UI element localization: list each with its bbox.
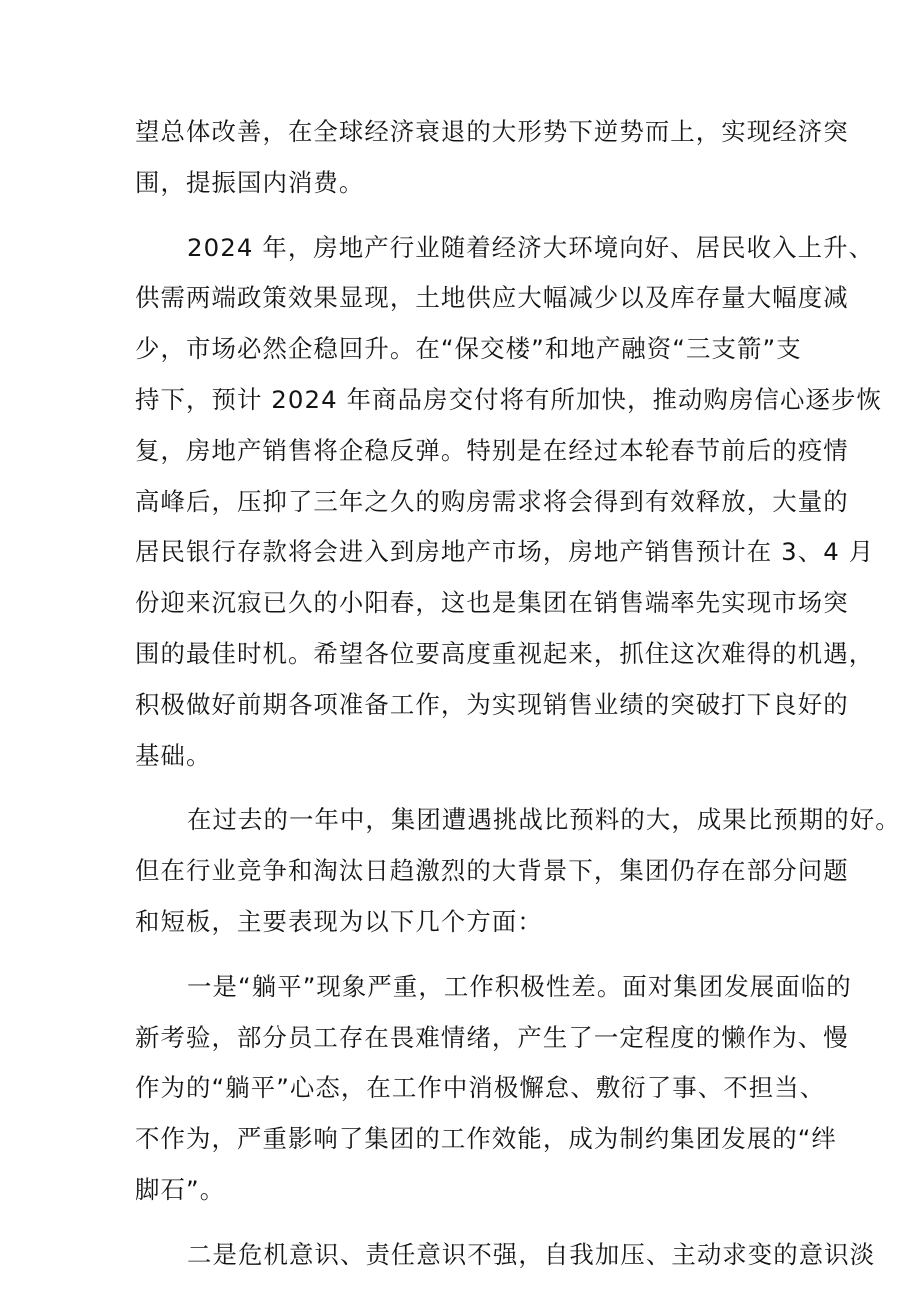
text-line: 围的最佳时机。希望各位要高度重视起来，抓住这次难得的机遇， xyxy=(135,638,875,668)
text-line: 围，提振国内消费。 xyxy=(135,167,365,197)
paragraph xyxy=(135,795,901,947)
text-line: 份迎来沉寂已久的小阳春，这也是集团在销售端率先实现市场突 xyxy=(135,588,849,618)
text-line: 基础。 xyxy=(135,740,212,770)
text-line: 在过去的一年中，集团遭遇挑战比预料的大，成果比预期的好。 xyxy=(187,805,901,835)
document-body xyxy=(135,107,901,1281)
paragraph xyxy=(135,1230,876,1281)
text-line: 供需两端政策效果显现，土地供应大幅减少以及库存量大幅度减 xyxy=(135,283,849,313)
paragraph xyxy=(135,223,882,782)
text-line: 新考验，部分员工存在畏难情绪，产生了一定程度的懒作为、慢 xyxy=(135,1022,849,1052)
paragraph xyxy=(135,107,849,209)
text-line: 复，房地产销售将企稳反弹。特别是在经过本轮春节前后的疫情 xyxy=(135,435,849,465)
text-line: 二是危机意识、责任意识不强，自我加压、主动求变的意识淡 xyxy=(187,1239,876,1269)
text-line: 和短板，主要表现为以下几个方面： xyxy=(135,906,543,936)
text-line: 作为的“躺平”心态，在工作中消极懈怠、敷衍了事、不担当、 xyxy=(135,1073,826,1103)
text-line: 持下，预计 2024 年商品房交付将有所加快，推动购房信心逐步恢 xyxy=(135,384,882,414)
paragraph xyxy=(135,962,852,1216)
text-line: 脚石”。 xyxy=(135,1174,226,1204)
text-line: 不作为，严重影响了集团的工作效能，成为制约集团发展的“绊 xyxy=(135,1124,837,1154)
text-line: 高峰后，压抑了三年之久的购房需求将会得到有效释放，大量的 xyxy=(135,486,849,516)
text-line: 一是“躺平”现象严重，工作积极性差。面对集团发展面临的 xyxy=(187,971,852,1001)
text-line: 少，市场必然企稳回升。在“保交楼”和地产融资“三支箭”支 xyxy=(135,334,802,364)
text-line: 望总体改善，在全球经济衰退的大形势下逆势而上，实现经济突 xyxy=(135,117,849,146)
text-line: 居民银行存款将会进入到房地产市场，房地产销售预计在 3、4 月 xyxy=(135,537,875,567)
text-line: 积极做好前期各项准备工作，为实现销售业绩的突破打下良好的 xyxy=(135,689,849,719)
text-line: 但在行业竞争和淘汰日趋激烈的大背景下，集团仍存在部分问题 xyxy=(135,856,849,886)
text-line: 2024 年，房地产行业随着经济大环境向好、居民收入上升、 xyxy=(187,232,875,262)
